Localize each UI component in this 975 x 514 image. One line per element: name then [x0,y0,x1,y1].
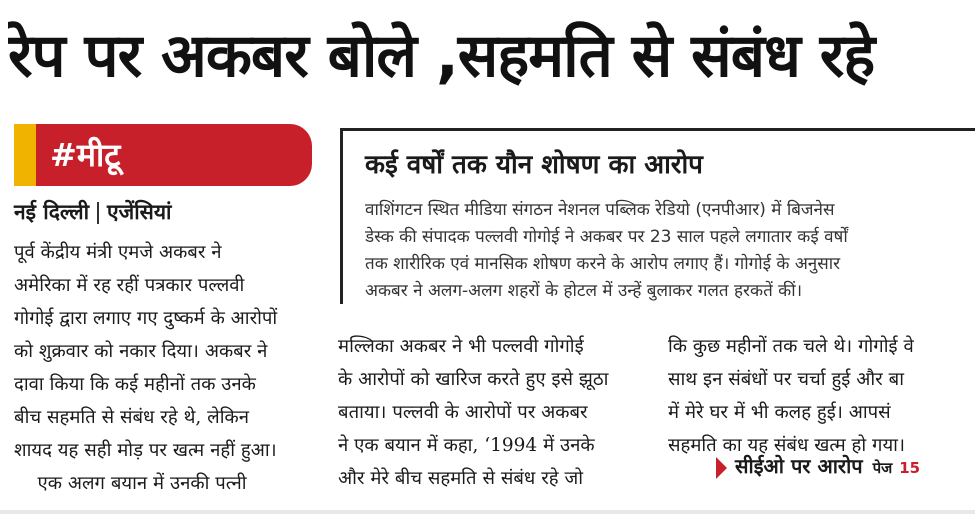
text-line: साथ इन संबंधों पर चर्चा हुई और बा [668,369,904,390]
sidebar-line: तक शारीरिक एवं मानसिक शोषण करने के आरोप लगाए हैं। गोगोई के अनुसार [365,254,841,274]
sidebar-line: डेस्क की संपादक पल्लवी गोगोई ने अकबर पर 23 साल पहले लगातार कई वर्षों [365,227,848,247]
tag-text: #मीटू [50,136,121,174]
headline: रेप पर अकबर बोले ,सहमति से संबंध रहे [8,21,875,91]
text-line: में मेरे घर में भी कलह हुई। आपसं [668,402,891,423]
dateline-source: एजेंसियां [107,200,172,224]
article-column-3 [668,330,968,462]
text-line: गोगोई द्वारा लगाए गए दुष्कर्म के आरोपों [14,308,278,329]
text-line: को शुक्रवार को नकार दिया। अकबर ने [14,341,268,362]
text-line: दावा किया कि कई महीनों तक उनके [14,374,256,395]
text-line: मल्लिका अकबर ने भी पल्लवी गोगोई [338,336,584,357]
article-column-2 [338,330,643,495]
text-line: ने एक बयान में कहा, ‘1994 में उनके [338,435,595,456]
sidebar-heading: कई वर्षों तक यौन शोषण का आरोप [365,150,703,180]
tag-accent-bar [14,124,36,186]
dateline-separator [97,202,99,224]
text-line: बीच सहमति से संबंध रहे थे, लेकिन [14,407,249,428]
text-line: कि कुछ महीनों तक चले थे। गोगोई वे [668,336,914,357]
text-line: सहमति का यह संबंध खत्म हो गया। [668,435,905,456]
text-line: एक अलग बयान में उनकी पत्नी [14,473,247,494]
metoo-tag [14,124,312,186]
jump-page-label: पेज [872,459,893,477]
sidebar-body [365,197,975,305]
jump-page-number: 15 [899,459,921,477]
chevron-right-icon [716,457,727,479]
article-column-1 [14,236,314,500]
dateline [14,198,171,226]
text-line: शायद यह सही मोड़ पर खत्म नहीं हुआ। [14,440,277,461]
continued-jump[interactable] [716,452,920,479]
text-line: पूर्व केंद्रीय मंत्री एमजे अकबर ने [14,242,222,263]
sidebar-line: वाशिंगटन स्थित मीडिया संगठन नेशनल पब्लिक रेडियो (एनपीआर) में बिजनेस [365,200,835,220]
jump-label: सीईओ पर आरोप [735,454,863,478]
text-line: के आरोपों को खारिज करते हुए इसे झूठा [338,369,609,390]
dateline-place: नई दिल्ली [14,200,90,224]
text-line: और मेरे बीच सहमति से संबंध रहे जो [338,468,583,489]
text-line: अमेरिका में रह रहीं पत्रकार पल्लवी [14,275,245,296]
bottom-rule [0,510,975,514]
sidebar-line: अकबर ने अलग-अलग शहरों के होटल में उन्हें बुलाकर गलत हरकतें कीं। [365,281,803,301]
text-line: बताया। पल्लवी के आरोपों पर अकबर [338,402,588,423]
sidebar-box [340,128,975,304]
